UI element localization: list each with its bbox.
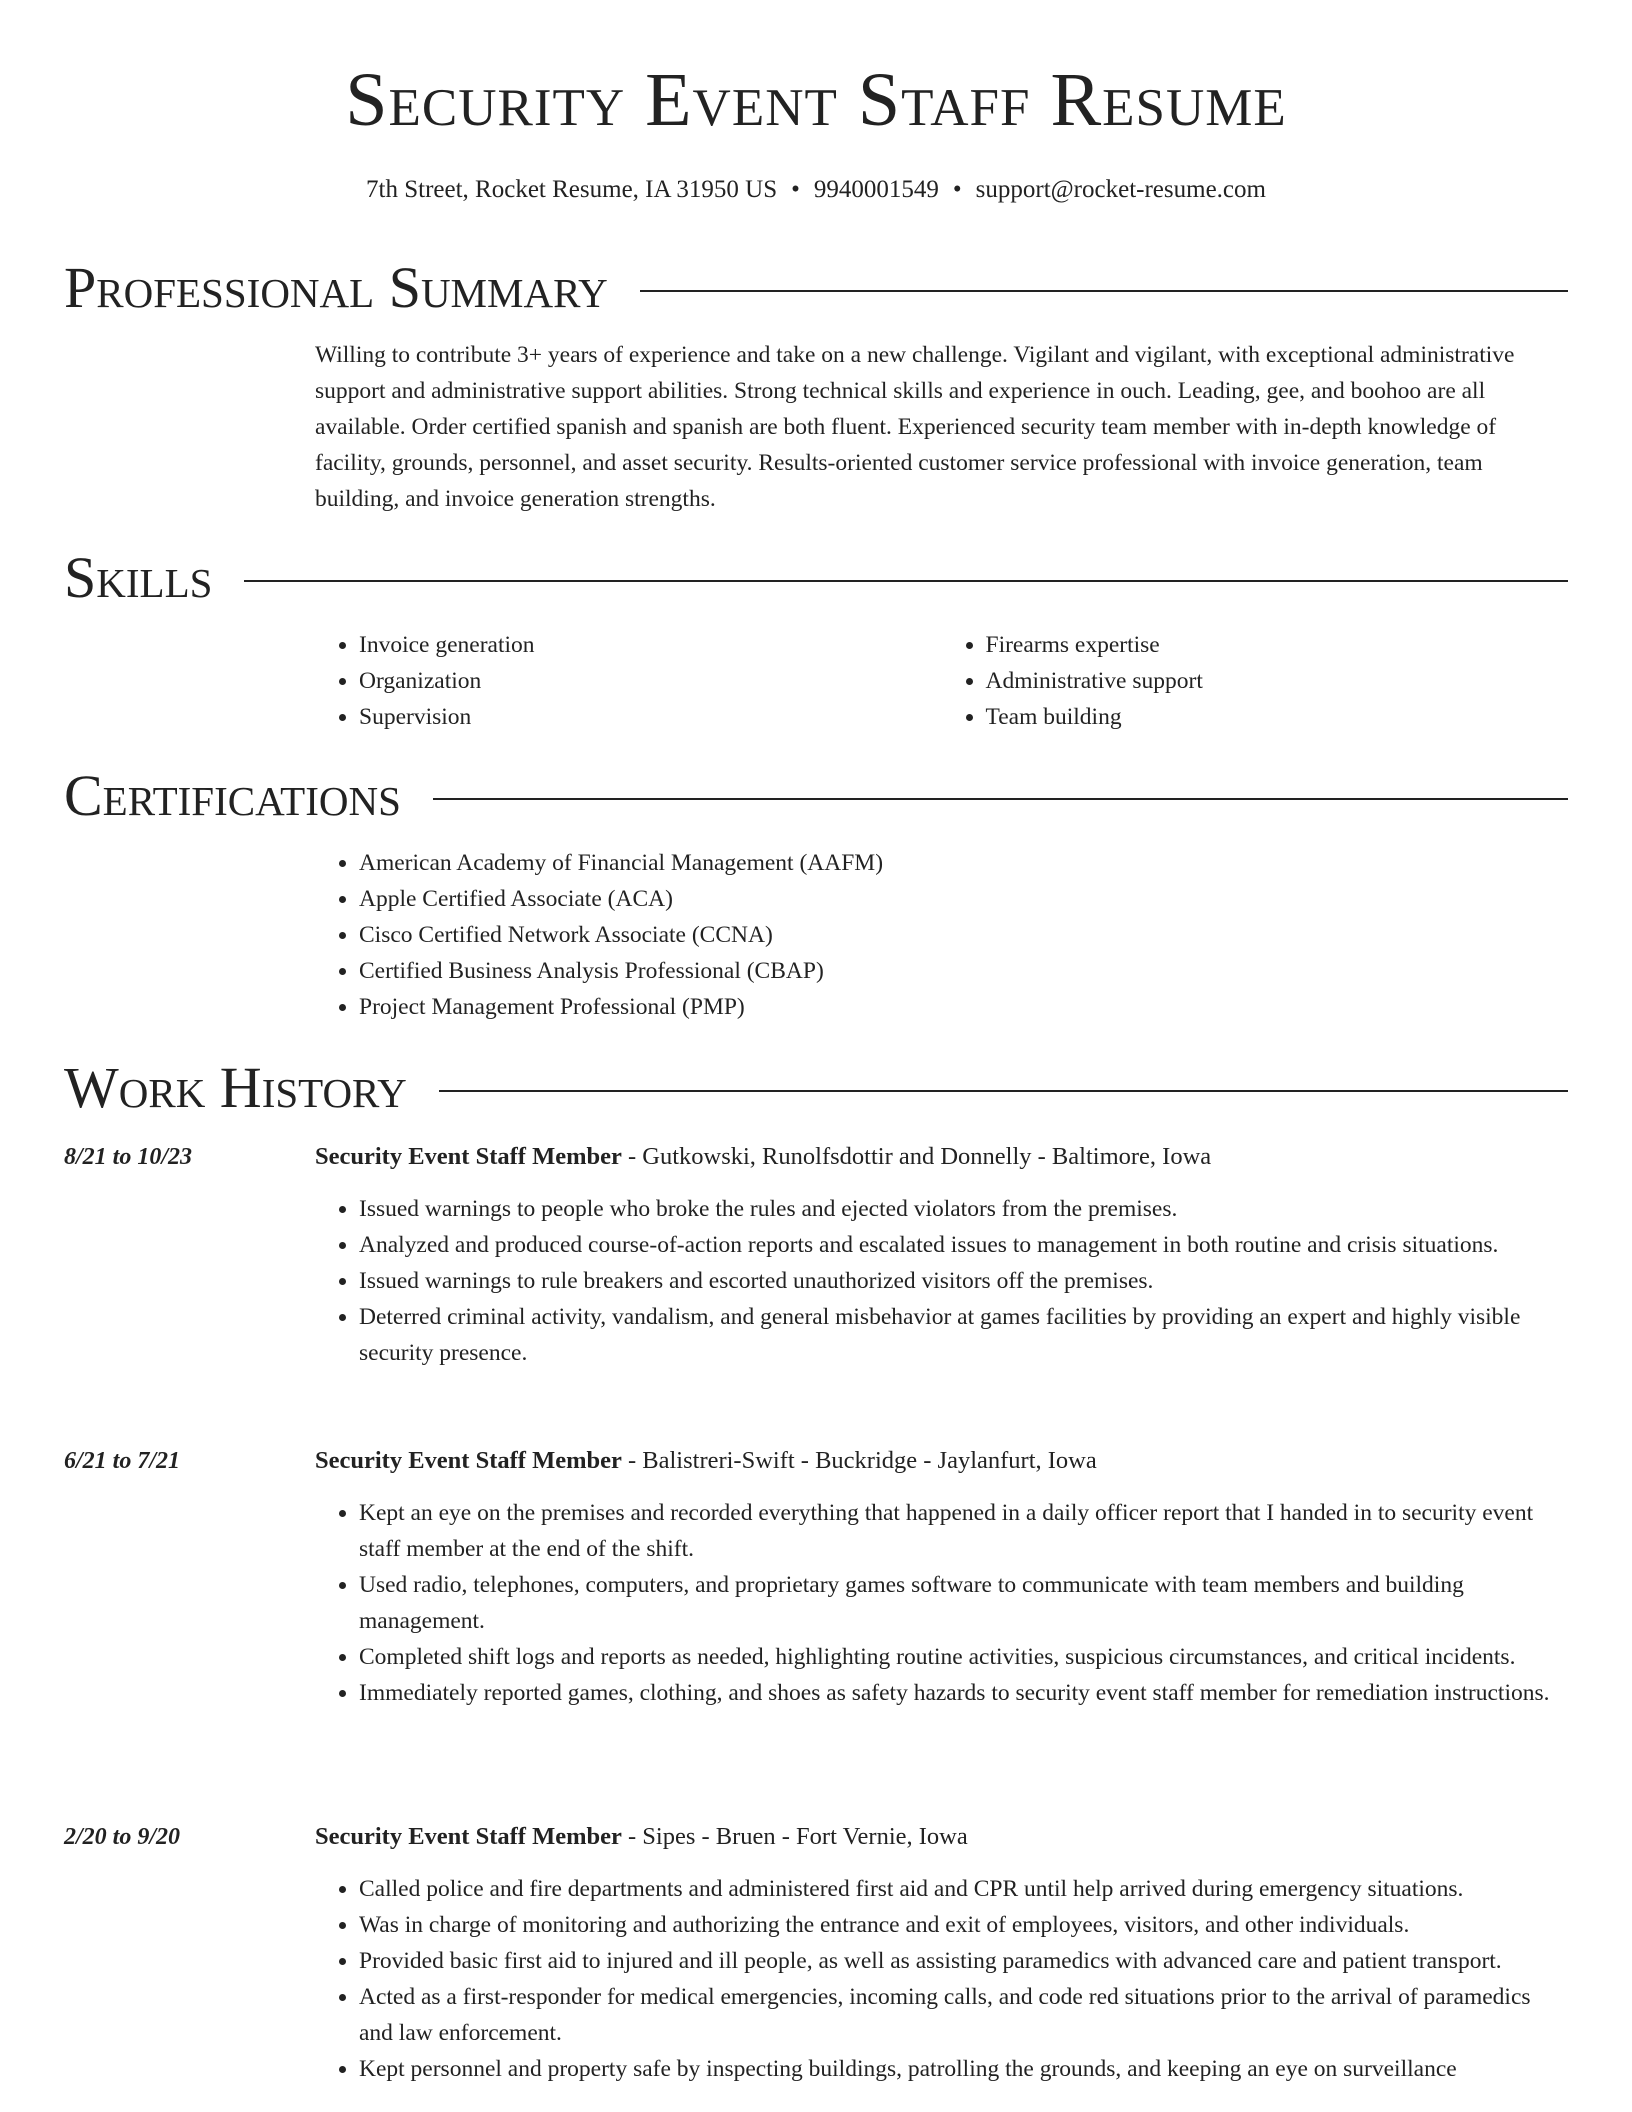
job-duty: • Acted as a first-responder for medical emergencies, incoming calls, and code red situations prior to the arrival of paramedics and law enforcement. [359,1979,1568,2051]
certifications-heading: Certifications [64,763,401,828]
summary-block [315,337,1568,517]
job-duty: • Kept personnel and property safe by inspecting buildings, patrolling the grounds, and keeping an eye on surveillance [359,2051,1568,2087]
contact-line [0,175,1632,205]
contact-separator: • [791,176,800,203]
job-entry [315,1819,1568,2087]
skill-item: • Organization [359,663,942,699]
contact-email: support@rocket-resume.com [975,176,1266,203]
skills-list-right [942,627,1569,735]
job-role: Security Event Staff Member [315,1447,622,1474]
certification-item: • Cisco Certified Network Associate (CCNA) [359,917,1568,953]
job-header [315,1139,1568,1175]
job-entry [315,1443,1568,1711]
job-duty: • Was in charge of monitoring and authorizing the entrance and exit of employees, visitors, and other individuals. [359,1907,1568,1943]
job-duty: • Used radio, telephones, computers, and proprietary games software to communicate with team members and building management. [359,1567,1568,1639]
certification-item: • Certified Business Analysis Professional (CBAP) [359,953,1568,989]
work-heading: Work History [64,1055,407,1120]
job-duty: • Completed shift logs and reports as needed, highlighting routine activities, suspicious circumstances, and critical incidents. [359,1639,1568,1675]
job-entry [315,1139,1568,1371]
summary-text: Willing to contribute 3+ years of experience and take on a new challenge. Vigilant and vigilant, with exceptional administrative support and administrative support abilities. Strong technical skills and experience in ouch. Leading, gee, and boohoo are all available. Order certified spanish and spanish are both fluent. Experienced security team member with in-depth knowledge of facility, grounds, personnel, and asset security. Results-oriented customer service professional with invoice generation, team building, and invoice generation strengths. [315,342,1515,512]
job-duty: • Issued warnings to rule breakers and escorted unauthorized visitors off the premises. [359,1263,1568,1299]
certifications-list [315,845,1568,1025]
skill-item: • Firearms expertise [986,627,1569,663]
contact-address: 7th Street, Rocket Resume, IA 31950 US [366,176,778,203]
contact-phone: 9940001549 [813,176,939,203]
certification-item: • Apple Certified Associate (ACA) [359,881,1568,917]
job-duties-list [315,1871,1568,2087]
skill-item: • Invoice generation [359,627,942,663]
summary-section-header [64,255,1568,320]
skills-block [315,627,1568,735]
job-duty: • Kept an eye on the premises and recorded everything that happened in a daily officer report that I handed in to security event staff member at the end of the shift. [359,1495,1568,1567]
job-duties-list [315,1495,1568,1711]
section-divider [244,580,1568,582]
section-divider [439,1090,1568,1092]
summary-heading: Professional Summary [64,255,608,320]
skill-item: • Administrative support [986,663,1569,699]
job-role: Security Event Staff Member [315,1823,622,1850]
job-duty: • Deterred criminal activity, vandalism, and general misbehavior at games facilities by providing an expert and highly visible security presence. [359,1299,1568,1371]
skills-list-left [315,627,942,735]
job-dates: 2/20 to 9/20 [64,1824,181,1850]
job-duty: • Analyzed and produced course-of-action reports and escalated issues to management in both routine and crisis situations. [359,1227,1568,1263]
job-duty: • Immediately reported games, clothing, and shoes as safety hazards to security event staff member for remediation instructions. [359,1675,1568,1711]
skills-section-header [64,545,1568,610]
job-duty: • Provided basic first aid to injured and ill people, as well as assisting paramedics with advanced care and patient transport. [359,1943,1568,1979]
job-dates: 8/21 to 10/23 [64,1144,193,1170]
work-section-header [64,1055,1568,1120]
certification-item: • American Academy of Financial Management (AAFM) [359,845,1568,881]
skill-item: • Team building [986,699,1569,735]
certifications-block [315,845,1568,1025]
section-divider [640,290,1568,292]
job-company-location: - Balistreri-Swift - Buckridge - Jaylanfurt, Iowa [621,1447,1097,1474]
contact-separator: • [952,176,962,203]
job-role: Security Event Staff Member [315,1143,622,1170]
job-duty: • Called police and fire departments and administered first aid and CPR until help arrived during emergency situations. [359,1871,1568,1907]
resume-title: Security Event Staff Resume [345,58,1287,142]
job-duty: • Issued warnings to people who broke the rules and ejected violators from the premises. [359,1191,1568,1227]
certification-item: • Project Management Professional (PMP) [359,989,1568,1025]
job-company-location: - Sipes - Bruen - Fort Vernie, Iowa [621,1823,968,1850]
job-header [315,1819,1568,1855]
skill-item: • Supervision [359,699,942,735]
job-duties-list [315,1191,1568,1371]
certifications-section-header [64,763,1568,828]
job-company-location: - Gutkowski, Runolfsdottir and Donnelly - Baltimore, Iowa [621,1143,1212,1170]
job-header [315,1443,1568,1479]
section-divider [433,798,1568,800]
job-dates: 6/21 to 7/21 [64,1448,181,1474]
skills-heading: Skills [64,545,213,610]
